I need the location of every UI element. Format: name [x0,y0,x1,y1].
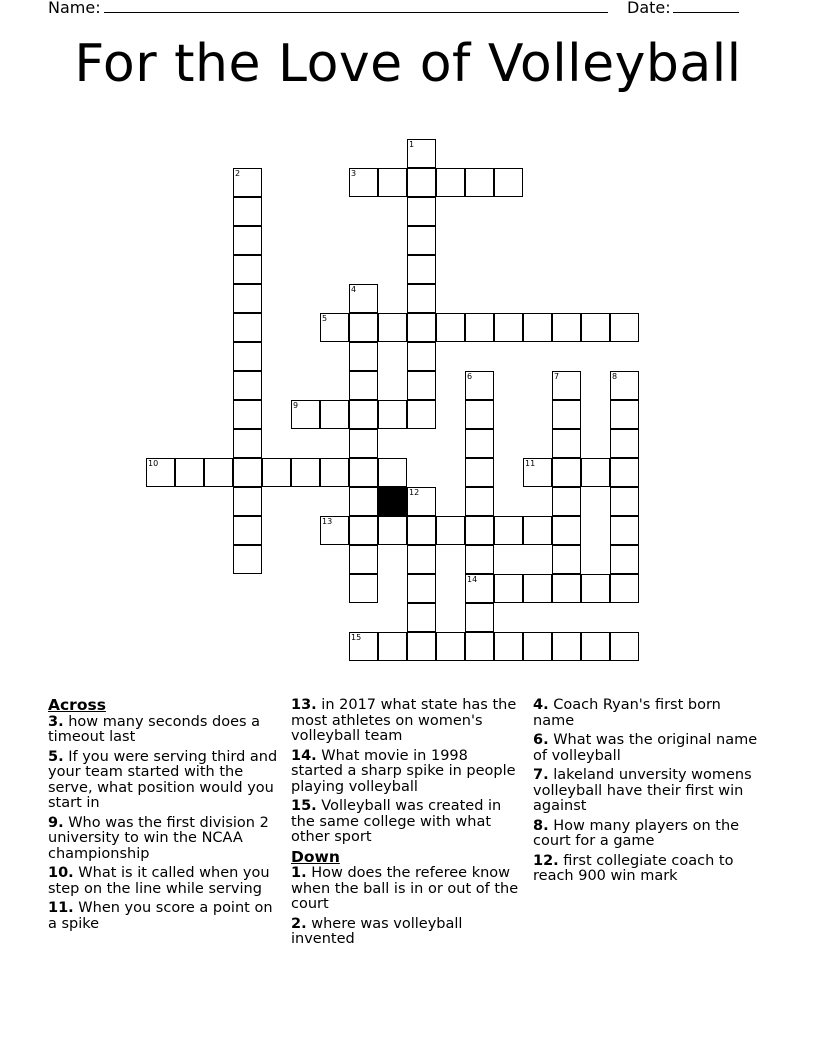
answer-cell[interactable] [233,516,262,545]
clue-number: 14. [291,747,317,764]
clue-text: how many seconds does a timeout last [48,713,261,745]
answer-cell[interactable] [552,429,581,458]
clue-number: 8. [533,817,549,834]
answer-cell[interactable] [552,632,581,661]
answer-cell[interactable] [407,400,436,429]
answer-cell[interactable] [436,168,465,197]
clue-number-label: 3 [351,169,357,178]
answer-cell[interactable] [349,342,378,371]
answer-cell[interactable] [233,400,262,429]
clues-column-3 [533,698,765,889]
answer-cell[interactable] [349,487,378,516]
answer-cell[interactable] [552,516,581,545]
clue-number: 9. [48,814,64,831]
answer-cell[interactable] [320,458,349,487]
answer-cell[interactable] [494,574,523,603]
answer-cell[interactable] [407,545,436,574]
answer-cell[interactable] [233,545,262,574]
answer-cell[interactable] [407,487,436,516]
answer-cell[interactable] [320,313,349,342]
clue-text: where was volleyball invented [291,915,463,947]
clue-number-label: 2 [235,169,241,178]
answer-cell[interactable] [233,458,262,487]
answer-cell[interactable] [407,255,436,284]
clue-text: When you score a point on a spike [48,900,273,932]
clue-number: 6. [533,732,549,748]
answer-cell[interactable] [349,429,378,458]
answer-cell[interactable] [465,632,494,661]
answer-cell[interactable] [552,371,581,400]
answer-cell[interactable] [349,313,378,342]
answer-cell[interactable] [465,574,494,603]
answer-cell[interactable] [349,168,378,197]
answer-cell[interactable] [465,516,494,545]
answer-cell[interactable] [610,458,639,487]
answer-cell[interactable] [494,313,523,342]
down-clue [533,733,765,764]
clue-text: How does the referee know when the ball is in or out of the court [291,865,519,912]
answer-cell[interactable] [291,400,320,429]
answer-cell[interactable] [233,313,262,342]
clue-number-label: 15 [351,633,362,642]
across-clue [291,749,523,796]
down-clue [533,768,765,815]
clue-text: What is it called when you step on the line while serving [48,865,270,897]
answer-cell[interactable] [610,632,639,661]
answer-cell[interactable] [407,516,436,545]
answer-cell[interactable] [436,632,465,661]
answer-cell[interactable] [465,313,494,342]
answer-cell[interactable] [465,400,494,429]
across-heading: Across [48,696,106,714]
answer-cell[interactable] [233,284,262,313]
answer-cell[interactable] [610,516,639,545]
answer-cell[interactable] [610,313,639,342]
name-label: Name: [48,0,101,17]
clue-number-label: 10 [148,459,159,468]
clue-number: 12. [533,852,559,869]
answer-cell[interactable] [320,516,349,545]
down-clue [291,866,523,913]
across-clue [48,866,280,897]
answer-cell[interactable] [349,632,378,661]
clue-number-label: 6 [467,372,473,381]
answer-cell[interactable] [581,313,610,342]
clue-number-label: 14 [467,575,478,584]
clue-number-label: 13 [322,517,333,526]
answer-cell[interactable] [349,458,378,487]
answer-cell[interactable] [523,632,552,661]
clue-text: What movie in 1998 started a sharp spike in people playing volleyball [291,747,516,795]
answer-cell[interactable] [233,226,262,255]
answer-cell[interactable] [407,226,436,255]
answer-cell[interactable] [378,516,407,545]
puzzle-title: For the Love of Volleyball [74,34,742,94]
answer-cell[interactable] [552,458,581,487]
clues-column-2 [291,698,523,952]
down-clue [291,917,523,948]
answer-cell[interactable] [378,400,407,429]
answer-cell[interactable] [378,458,407,487]
answer-cell[interactable] [465,429,494,458]
clue-text: What was the original name of volleyball [533,732,758,764]
answer-cell[interactable] [262,458,291,487]
answer-cell[interactable] [407,284,436,313]
answer-cell[interactable] [175,458,204,487]
answer-cell[interactable] [552,545,581,574]
answer-cell[interactable] [610,487,639,516]
clue-number-label: 11 [525,459,536,468]
clues-column-1 [48,698,280,936]
answer-cell[interactable] [552,487,581,516]
clue-number: 1. [291,865,307,881]
answer-cell[interactable] [407,342,436,371]
answer-cell[interactable] [581,574,610,603]
answer-cell[interactable] [407,197,436,226]
clue-text: If you were serving third and your team started with the serve, what position would you start in [48,748,278,811]
answer-cell[interactable] [552,313,581,342]
clue-text: Coach Ryan's first born name [533,697,721,729]
answer-cell[interactable] [465,371,494,400]
black-square [378,487,407,516]
answer-cell[interactable] [407,371,436,400]
clue-number: 11. [48,900,74,916]
across-clue [291,698,523,745]
clue-number: 10. [48,865,74,881]
clue-number: 5. [48,748,64,765]
answer-cell[interactable] [204,458,233,487]
clue-number: 7. [533,767,549,783]
answer-cell[interactable] [494,168,523,197]
across-clue [48,901,280,932]
answer-cell[interactable] [378,168,407,197]
clue-text: How many players on the court for a game [533,817,740,849]
across-clue [291,799,523,846]
answer-cell[interactable] [610,400,639,429]
answer-cell[interactable] [494,516,523,545]
clue-number: 2. [291,915,307,932]
answer-cell[interactable] [494,632,523,661]
clue-number-label: 8 [612,372,618,381]
across-clue [48,715,280,746]
clue-text: in 2017 what state has the most athletes on women's volleyball team [291,697,517,744]
down-clue [533,854,765,885]
across-clue [48,750,280,812]
answer-cell[interactable] [320,400,349,429]
down-clue [533,819,765,850]
answer-cell[interactable] [378,313,407,342]
answer-cell[interactable] [146,458,175,487]
clue-number-label: 9 [293,401,299,410]
down-clue [533,698,765,729]
date-label: Date: [627,0,671,17]
answer-cell[interactable] [407,139,436,168]
answer-cell[interactable] [465,487,494,516]
answer-cell[interactable] [233,168,262,197]
answer-cell[interactable] [407,313,436,342]
answer-cell[interactable] [465,168,494,197]
answer-cell[interactable] [581,632,610,661]
clue-number: 13. [291,697,317,713]
answer-cell[interactable] [523,313,552,342]
answer-cell[interactable] [349,371,378,400]
answer-cell[interactable] [349,574,378,603]
answer-cell[interactable] [407,603,436,632]
answer-cell[interactable] [407,574,436,603]
clue-text: lakeland unversity womens volleyball have their first win against [533,767,752,814]
answer-cell[interactable] [465,603,494,632]
clue-number-label: 7 [554,372,560,381]
answer-cell[interactable] [233,342,262,371]
answer-cell[interactable] [465,458,494,487]
answer-cell[interactable] [407,632,436,661]
answer-cell[interactable] [610,371,639,400]
answer-cell[interactable] [233,371,262,400]
clue-text: first collegiate coach to reach 900 win mark [533,852,734,884]
across-clue [48,816,280,863]
answer-cell[interactable] [523,458,552,487]
answer-cell[interactable] [523,516,552,545]
answer-cell[interactable] [349,545,378,574]
clue-text: Volleyball was created in the same college with what other sport [291,798,502,845]
answer-cell[interactable] [378,632,407,661]
answer-cell[interactable] [349,516,378,545]
clue-number-label: 12 [409,488,420,497]
answer-cell[interactable] [233,197,262,226]
answer-cell[interactable] [465,545,494,574]
answer-cell[interactable] [436,516,465,545]
answer-cell[interactable] [436,313,465,342]
answer-cell[interactable] [552,400,581,429]
answer-cell[interactable] [610,545,639,574]
answer-cell[interactable] [523,574,552,603]
answer-cell[interactable] [233,429,262,458]
clue-number: 4. [533,697,549,713]
answer-cell[interactable] [349,284,378,313]
clue-number: 15. [291,798,317,814]
clue-number-label: 1 [409,140,415,149]
clue-text: Who was the first division 2 university to win the NCAA championship [48,814,269,862]
answer-cell[interactable] [610,429,639,458]
clue-number: 3. [48,713,64,730]
answer-cell[interactable] [349,400,378,429]
answer-cell[interactable] [581,458,610,487]
answer-cell[interactable] [233,487,262,516]
answer-cell[interactable] [233,255,262,284]
answer-cell[interactable] [407,168,436,197]
answer-cell[interactable] [291,458,320,487]
clue-number-label: 5 [322,314,328,323]
answer-cell[interactable] [610,574,639,603]
down-heading: Down [291,847,340,866]
answer-cell[interactable] [552,574,581,603]
clue-number-label: 4 [351,285,357,294]
